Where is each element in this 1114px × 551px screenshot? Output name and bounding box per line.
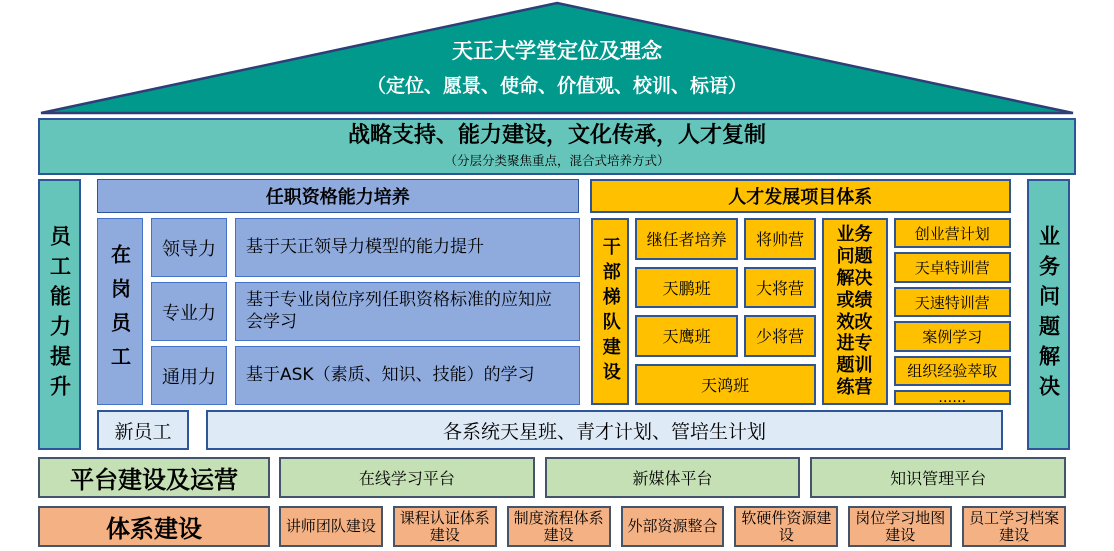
business-problem-label: 业务问题解决 xyxy=(1036,224,1061,405)
platform-row xyxy=(38,457,1066,498)
new-employee-programs: 各系统天星班、青才计划、管培生计划 xyxy=(206,410,1003,450)
qualification-body xyxy=(97,218,580,405)
system-cell: 课程认证体系建设 xyxy=(393,506,497,547)
talent-body xyxy=(591,218,1011,405)
special-program-cell: 创业营计划 xyxy=(894,218,1011,248)
special-program-cell: 案例学习 xyxy=(894,321,1011,351)
talent-camp-cell: 少将营 xyxy=(744,315,815,357)
platform-ops-label: 平台建设及运营 xyxy=(38,457,270,498)
strategy-banner-subtitle: （分层分类聚焦重点，混合式培养方式） xyxy=(444,152,670,168)
cadre-echelon-label: 干部梯队建设 xyxy=(599,236,621,387)
employee-capability-bar xyxy=(38,179,81,450)
section-headers xyxy=(97,179,1011,213)
special-program-cell: 天速特训营 xyxy=(894,287,1011,317)
system-cells xyxy=(279,506,1066,547)
competency-desc: 基于ASK（素质、知识、技能）的学习 xyxy=(235,346,580,405)
business-improvement-camp-box: 业务问题解决或绩效改进专题训练营 xyxy=(822,218,888,405)
talent-camp-cell: 大将营 xyxy=(744,267,815,309)
special-program-column xyxy=(894,218,1011,405)
platform-cell: 知识管理平台 xyxy=(810,457,1066,498)
competency-label: 领导力 xyxy=(151,218,227,277)
competency-row xyxy=(151,282,580,341)
middle-band xyxy=(38,179,1070,450)
competency-row xyxy=(151,346,580,405)
system-cell: 制度流程体系建设 xyxy=(507,506,611,547)
system-cell: 软硬件资源建设 xyxy=(734,506,838,547)
strategy-banner xyxy=(38,118,1076,175)
talent-class-row xyxy=(635,315,816,357)
section-bodies xyxy=(97,218,1011,405)
special-program-cell: 组织经验萃取 xyxy=(894,356,1011,386)
on-job-employee-label: 在岗员工 xyxy=(107,243,132,380)
competency-label: 通用力 xyxy=(151,346,227,405)
talent-camp-cell: 将帅营 xyxy=(744,218,815,260)
system-cell: 讲师团队建设 xyxy=(279,506,383,547)
competency-label: 专业力 xyxy=(151,282,227,341)
talent-header: 人才发展项目体系 xyxy=(590,179,1011,213)
on-job-employee-box xyxy=(97,218,143,405)
competency-rows xyxy=(151,218,580,405)
roof-text xyxy=(38,35,1076,98)
talent-class-cell: 天鹰班 xyxy=(635,315,739,357)
system-row xyxy=(38,506,1066,547)
new-employee-label: 新员工 xyxy=(97,410,189,450)
employee-capability-label: 员工能力提升 xyxy=(47,224,72,405)
system-cell: 员工学习档案建设 xyxy=(962,506,1066,547)
talent-class-cell: 继任者培养 xyxy=(635,218,739,260)
platform-cells xyxy=(279,457,1066,498)
talent-class-cell: 天鹏班 xyxy=(635,267,739,309)
system-build-label: 体系建设 xyxy=(38,506,270,547)
special-program-cell: 天卓特训营 xyxy=(894,252,1011,282)
platform-cell: 新媒体平台 xyxy=(545,457,801,498)
system-cell: 岗位学习地图建设 xyxy=(848,506,952,547)
talent-class-row xyxy=(635,267,816,309)
platform-cell: 在线学习平台 xyxy=(279,457,535,498)
ellipsis-cell: …… xyxy=(894,390,1011,405)
talent-class-grid xyxy=(635,218,816,405)
competency-desc: 基于天正领导力模型的能力提升 xyxy=(235,218,580,277)
competency-desc: 基于专业岗位序列任职资格标准的应知应会学习 xyxy=(235,282,580,341)
qualification-header: 任职资格能力培养 xyxy=(97,179,579,213)
cadre-echelon-box xyxy=(591,218,629,405)
talent-class-wide-cell: 天鸿班 xyxy=(635,364,816,405)
business-problem-bar xyxy=(1027,179,1070,450)
competency-row xyxy=(151,218,580,277)
roof-title: 天正大学堂定位及理念 xyxy=(452,39,662,63)
roof-subtitle: （定位、愿景、使命、价值观、校训、标语） xyxy=(366,75,747,97)
center-panels xyxy=(97,179,1011,450)
new-employee-row xyxy=(97,410,1011,450)
talent-class-row xyxy=(635,218,816,260)
roof xyxy=(38,0,1076,115)
strategy-banner-title: 战略支持、能力建设，文化传承，人才复制 xyxy=(347,123,766,149)
system-cell: 外部资源整合 xyxy=(621,506,725,547)
